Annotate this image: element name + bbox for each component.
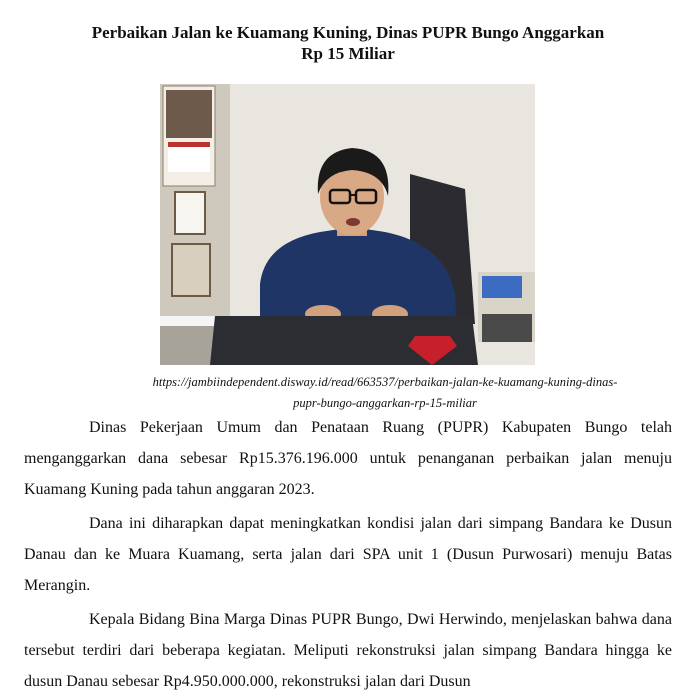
desk-papers <box>160 316 215 326</box>
title-line-1: Perbaikan Jalan ke Kuamang Kuning, Dinas PUPR Bungo Anggarkan <box>91 23 605 42</box>
caption-line-1: https://jambiindependent.disway.id/read/663537/perbaikan-jalan-ke-kuamang-kuning-dinas- <box>152 375 618 389</box>
article-title <box>40 22 656 64</box>
calendar-header <box>168 142 210 147</box>
blue-box <box>482 276 522 298</box>
article-body <box>24 412 672 700</box>
paragraph-2: Dana ini diharapkan dapat meningkatkan kondisi jalan dari simpang Bandara ke Dusun Danau dan ke Muara Kuamang, serta jalan dari SPA unit 1 (Dusun Purwosari) menuju Batas Merangin. <box>24 515 672 594</box>
wall-board <box>172 244 210 296</box>
photo-caption <box>90 372 680 414</box>
title-line-2: Rp 15 Miliar <box>301 44 395 63</box>
wall-frame <box>175 192 205 234</box>
paragraph-1: Dinas Pekerjaan Umum dan Penataan Ruang (PUPR) Kabupaten Bungo telah menganggarkan dana sebesar Rp15.376.196.000 untuk penanganan perbaikan jalan menuju Kuamang Kuning pada tahun anggaran 2023. <box>24 419 672 498</box>
shelf-photo <box>482 314 532 342</box>
photo-illustration <box>160 84 535 365</box>
article-photo <box>160 84 535 365</box>
caption-line-2: pupr-bungo-anggarkan-rp-15-miliar <box>293 396 477 410</box>
calendar-photo <box>166 90 212 138</box>
paragraph-3: Kepala Bidang Bina Marga Dinas PUPR Bungo, Dwi Herwindo, menjelaskan bahwa dana tersebut terdiri dari beberapa kegiatan. Meliputi rekonstruksi jalan simpang Bandara hingga ke dusun Danau sebesar Rp4.950.000.000, rekonstruksi jalan dari Dusun <box>24 611 672 690</box>
person-mouth <box>346 218 360 226</box>
